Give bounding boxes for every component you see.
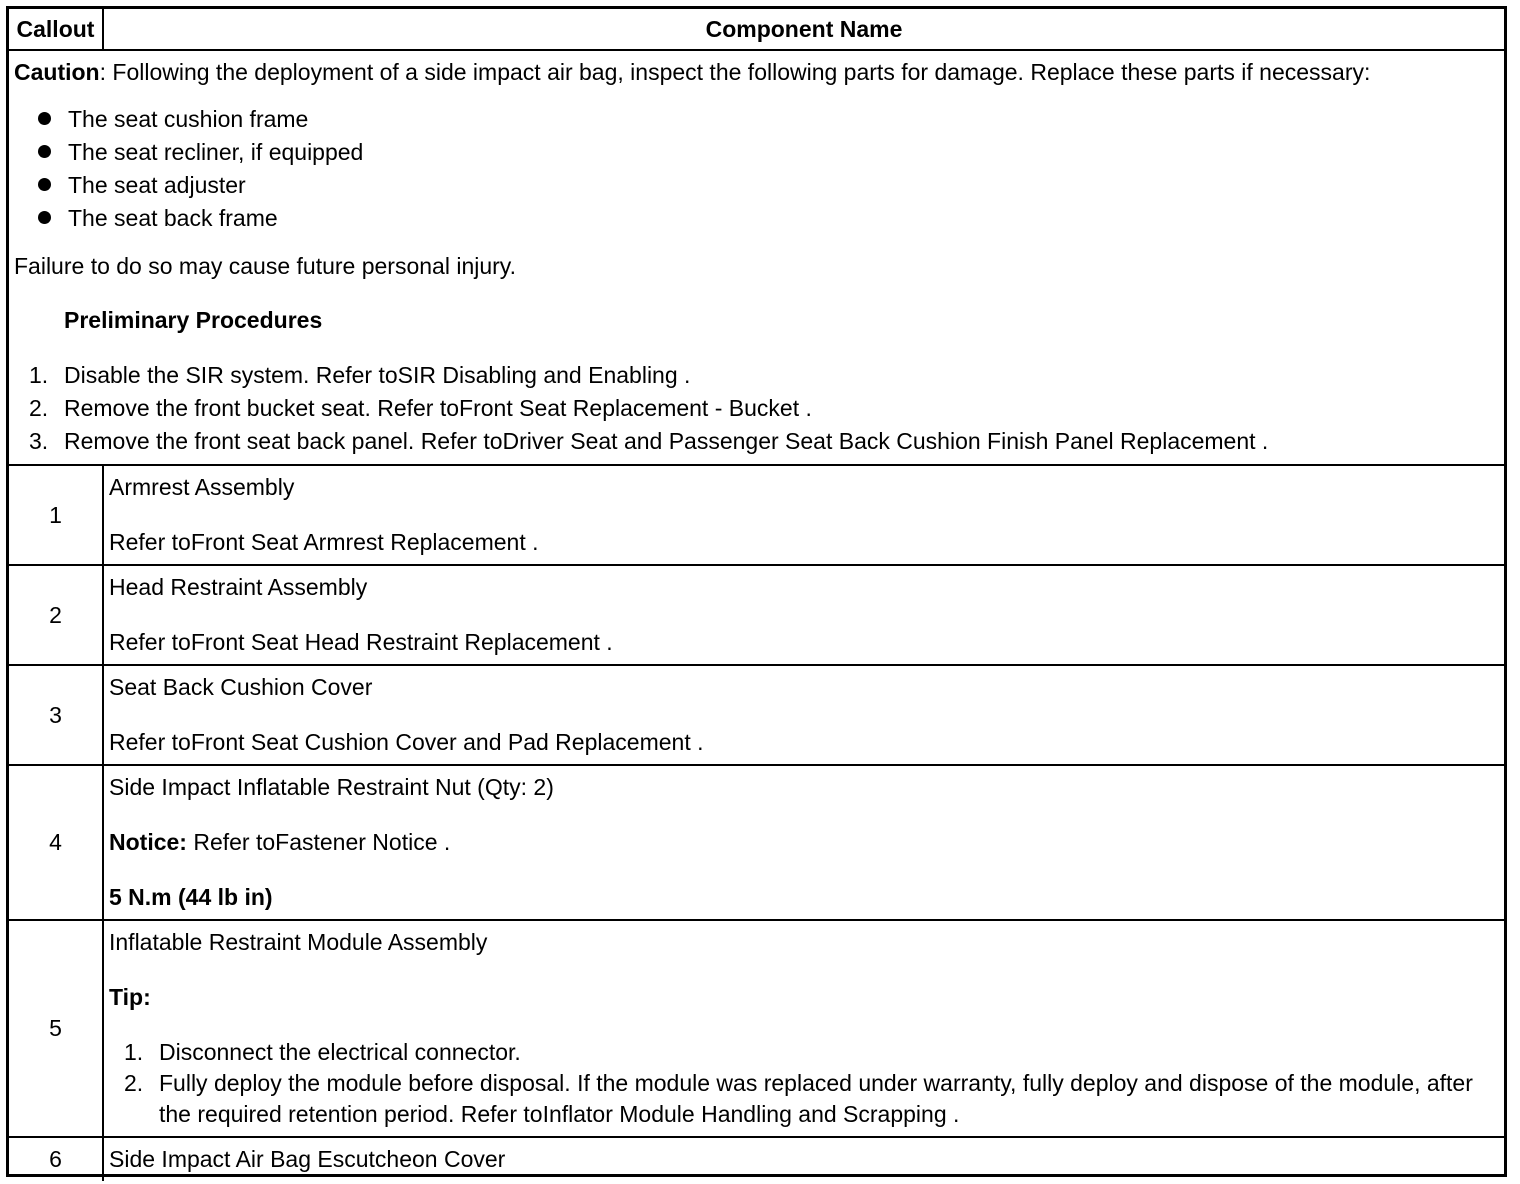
component-name-column-header: Component Name — [103, 9, 1504, 50]
table-row — [9, 765, 1504, 920]
component-cell — [103, 565, 1504, 665]
step-number: 3. — [29, 428, 49, 454]
list-item — [124, 1068, 1499, 1130]
component-reference: Refer toFront Seat Head Restraint Replacement . — [109, 629, 613, 655]
step-text: Disable the SIR system. Refer toSIR Disabling and Enabling . — [64, 362, 691, 388]
caution-section — [9, 50, 1504, 465]
component-cell — [103, 765, 1504, 920]
preliminary-steps-list — [14, 359, 1499, 458]
caution-text: : Following the deployment of a side impact air bag, inspect the following parts for damage. Replace these parts if necessary: — [99, 59, 1371, 85]
component-name: Armrest Assembly — [109, 474, 295, 500]
notice — [109, 827, 1499, 858]
tip-steps-list — [109, 1037, 1499, 1130]
callout-number: 5 — [9, 920, 103, 1137]
step-text: Fully deploy the module before disposal. If the module was replaced under warranty, fully deploy and dispose of the module, after the required retention period. Refer toInflator Module Handling and Scrapping . — [159, 1070, 1473, 1127]
component-name: Side Impact Inflatable Restraint Nut (Qty: 2) — [109, 774, 554, 800]
component-reference: Refer toFront Seat Cushion Cover and Pad Replacement . — [109, 729, 704, 755]
callout-number: 3 — [9, 665, 103, 765]
step-number: 1. — [29, 362, 49, 388]
notice-text: Refer toFastener Notice . — [186, 829, 451, 855]
caution-statement — [14, 57, 1499, 87]
step-text: Remove the front seat back panel. Refer toDriver Seat and Passenger Seat Back Cushion Finish Panel Replacement . — [64, 428, 1269, 454]
tip-label: Tip: — [109, 984, 151, 1010]
callout-column-header: Callout — [9, 9, 103, 50]
list-item — [29, 425, 1499, 458]
step-number: 2. — [124, 1070, 144, 1096]
failure-warning: Failure to do so may cause future personal injury. — [14, 253, 516, 279]
caution-label: Caution — [14, 59, 100, 85]
callout-number: 2 — [9, 565, 103, 665]
callout-number: 6 — [9, 1137, 103, 1181]
list-item — [124, 1037, 1499, 1068]
step-number: 2. — [29, 395, 49, 421]
table-row — [9, 1137, 1504, 1181]
header-row — [9, 9, 1504, 50]
table-row — [9, 665, 1504, 765]
component-cell — [103, 1137, 1504, 1181]
table-row — [9, 565, 1504, 665]
list-item: The seat adjuster — [34, 169, 1499, 202]
component-name: Side Impact Air Bag Escutcheon Cover — [109, 1146, 506, 1172]
list-item: The seat recliner, if equipped — [34, 136, 1499, 169]
callout-number: 1 — [9, 465, 103, 565]
component-cell — [103, 465, 1504, 565]
table-row — [9, 465, 1504, 565]
callout-number: 4 — [9, 765, 103, 920]
component-cell — [103, 920, 1504, 1137]
table-row — [9, 920, 1504, 1137]
step-text: Disconnect the electrical connector. — [159, 1039, 521, 1065]
caution-row — [9, 50, 1504, 465]
list-item: The seat back frame — [34, 202, 1499, 235]
list-item — [29, 359, 1499, 392]
procedure-table — [9, 9, 1504, 1181]
component-name: Seat Back Cushion Cover — [109, 674, 373, 700]
torque-spec: 5 N.m (44 lb in) — [109, 884, 273, 910]
component-name: Inflatable Restraint Module Assembly — [109, 929, 488, 955]
component-reference: Refer toFront Seat Armrest Replacement . — [109, 529, 539, 555]
inspection-list — [14, 103, 1499, 235]
procedure-document — [6, 6, 1507, 1177]
notice-label: Notice: — [109, 829, 187, 855]
preliminary-procedures-heading: Preliminary Procedures — [64, 307, 323, 333]
component-cell — [103, 665, 1504, 765]
component-name: Head Restraint Assembly — [109, 574, 368, 600]
list-item — [29, 392, 1499, 425]
step-number: 1. — [124, 1039, 144, 1065]
step-text: Remove the front bucket seat. Refer toFront Seat Replacement - Bucket . — [64, 395, 812, 421]
list-item: The seat cushion frame — [34, 103, 1499, 136]
